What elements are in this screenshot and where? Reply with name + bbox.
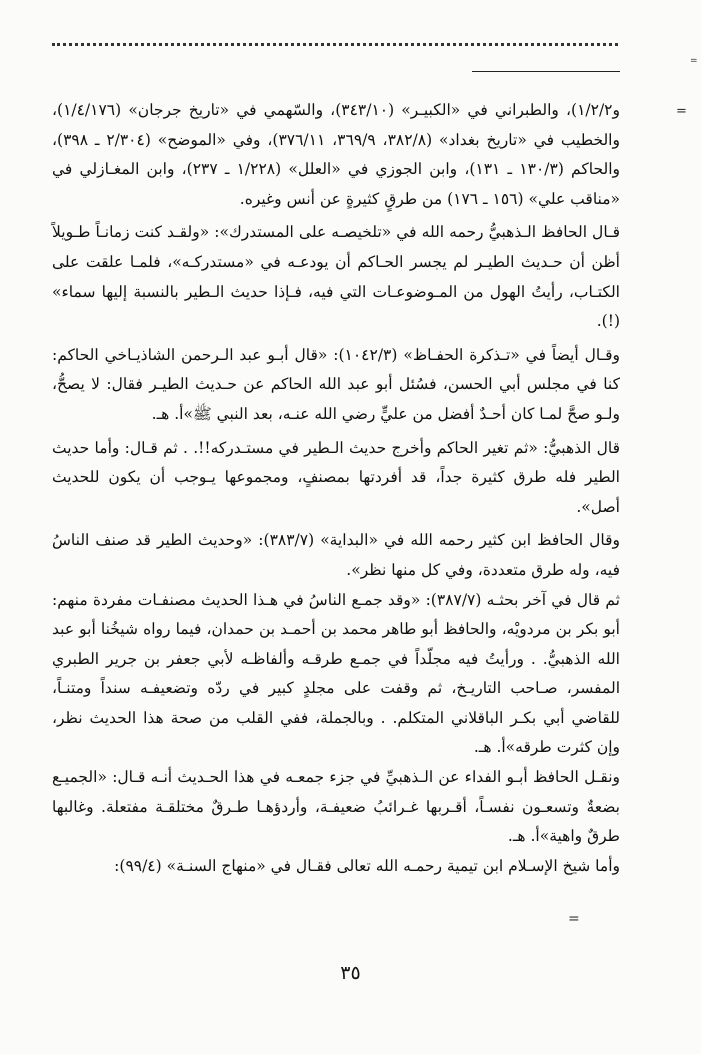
paragraph-dhahabi-talkhis: قـال الحافظ الـذهبيُّ رحمه الله في «تلخيصـه على المستدرك»: «ولقـد كنت زمانـاً طـويلاً أظن أن حـديث الطيـر لم يجسر الحـاكم أن يودعـه في «مستدركـه»، فلمـا علقت على الكتـاب، رأيتُ الهول من المـوضوعـات التي فيه، فـإذا حديث الـطير بالنسبة إليها سماء» (!). [52, 223, 620, 331]
paragraph-abu-al-fida: ونقـل الحافظ أبـو الفداء عن الـذهبيِّ في جزء جمعـه في هذا الحـديث أنـه قـال: «الجميـع بضعةٌ وتسعـون نفسـاً، أقـربها غـرائبُ ضعيفـة، وأردؤهـا طـرقٌ مختلقـة مفتعلة. وغالبها طرقٌ واهية»أ. هـ. [52, 768, 620, 846]
footnote-text [52, 96, 620, 881]
continuation-mark-top: = [676, 104, 687, 119]
paragraph-tadhkira: وقـال أيضاً في «تـذكرة الحفـاظ» (١٠٤٢/٣): «قال أبـو عبد الـرحمن الشاذيـاخي الحاكم: كنا في مجلس أبي الحسن، فسُئل أبو عبد الله الحاكم عن حـديث الطيـر فقال: لا يصحُّ، ولـو صحَّ لمـا كان أحـدٌ أفضل من عليٍّ رضي الله عنـه، بعد النبي ﷺ»أ. هـ. [52, 345, 620, 423]
paragraph-sources: و١/٢/٢)، والطبراني في «الكبيـر» (٣٤٣/١٠)، والسّهمي في «تاريخ جرجان» (١/٤/١٧٦)، والخطيب في «تاريخ بغداد» (٣٨٢/٨، ٣٦٩/٩، ٣٧٦/١١)، وفي «الموضح» (٢/٣٠٤ ـ ٣٩٨)، والحاكم (١٣٠/٣ ـ ١٣١)، وابن الجوزي في «العلل» (١/٢٢٨ ـ ٢٣٧)، وابن المغـازلي في «مناقب علي» (١٥٦ ـ ١٧٦) من طرقٍ كثيرةٍ عن أنس وغيره. [52, 101, 620, 208]
footnote-rule [472, 71, 620, 72]
dotted-separator [52, 43, 618, 46]
paragraph-dhahabi-mustadrak: قال الذهبيُّ: «ثم تغير الحاكم وأخرج حديث الـطير في مستـدركه!!. . ثم قـال: وأما حديث الطير فله طرق كثيرة جداً، قد أفردتها بمصنفٍ، ومجموعها يـوجب أن يكون للحديث أصل». [52, 438, 620, 516]
margin-mark: = [690, 56, 698, 66]
paragraph-ibn-kathir-end: ثم قال في آخر بحثـه (٣٨٧/٧): «وقد جمـع الناسُ في هـذا الحديث مصنفـات مفردة منهم: أبو بكر بن مردويْه، والحافظ أبو طاهر محمد بن أحمـد بن حمدان، فيما رواه شيخُنا أبو عبد الله الذهبيُّ. . ورأيتُ فيه مجلّداً في جمـع طرقـه وألفاظـه لأبي جعفر بن جرير الطبري المفسر، صـاحب التاريـخ، ثم وقفت على مجلدٍ كبير في ردّه وتضعيفـه سنداً ومتنـاً، للقاضي أبي بكـر الباقلاني المتكلم. . وبالجملة، ففي القلب من صحة هذا الحديث نظر، وإن كثرت طرقه»أ. هـ. [52, 590, 620, 757]
page-number: ٣٥ [340, 962, 361, 984]
paragraph-ibn-kathir: وقال الحافظ ابن كثير رحمه الله في «البداية» (٣٨٣/٧): «وحديث الطير قد صنف الناسُ فيه، وله طرق متعددة، وفي كل منها نظر». [52, 531, 620, 579]
continuation-mark-bottom: = [568, 911, 580, 927]
paragraph-ibn-taymiyya: وأما شيخ الإسـلام ابن تيمية رحمـه الله تعالى فقـال في «منهاج السنـة» (٩٩/٤): [114, 856, 620, 875]
